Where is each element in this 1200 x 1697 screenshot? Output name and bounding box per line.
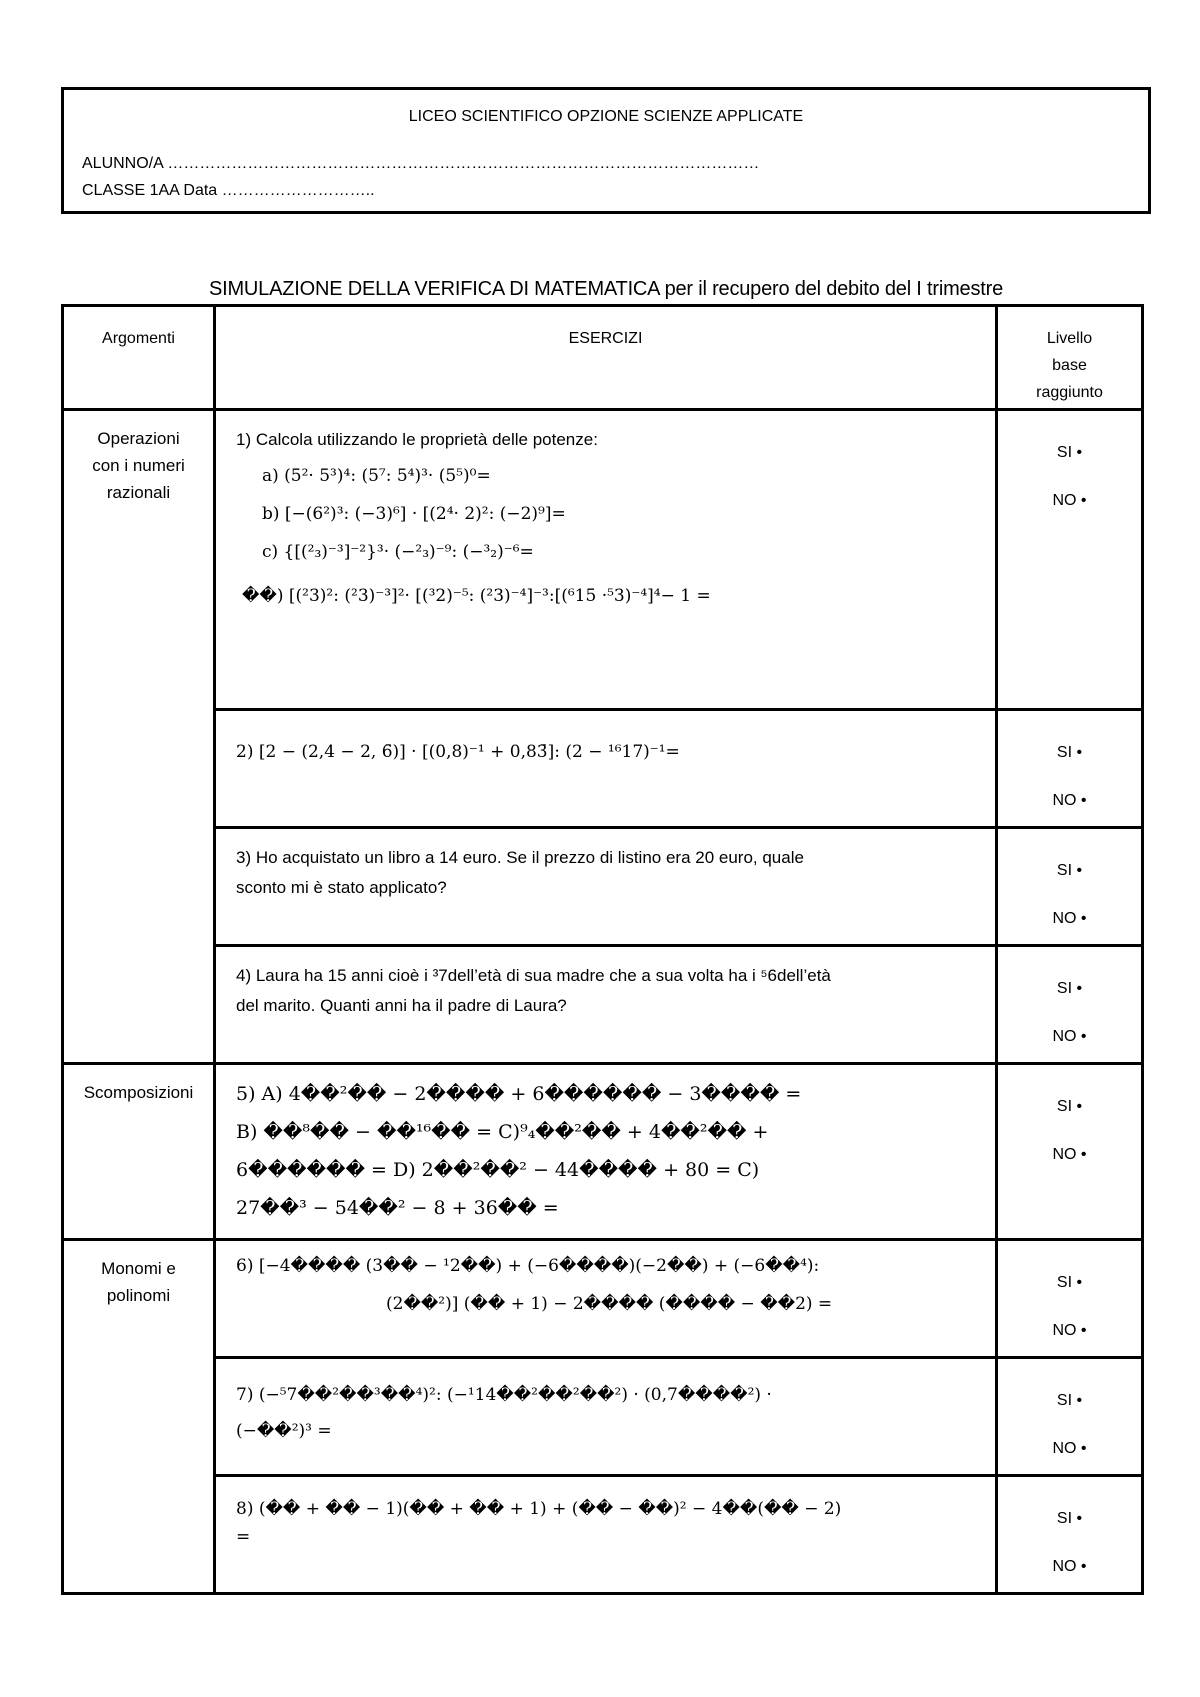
exercise-6-line-2: (2��²)] (�� + 1) − 2���� (���� − ��2) = (386, 1294, 833, 1314)
exercise-3 (215, 828, 997, 946)
column-header-exercises: ESERCIZI (215, 306, 997, 410)
exercise-8-line-2: = (236, 1527, 251, 1547)
yes-checkbox-label[interactable]: SI • (1056, 1510, 1083, 1527)
exercise-8 (215, 1476, 997, 1594)
exercise-8-line-1: 8) (�� + �� − 1)(�� + �� + 1) + (�� − ��)² − 4��(�� − 2) (236, 1499, 842, 1519)
level-cell (997, 1240, 1143, 1358)
yes-checkbox-label[interactable]: SI • (1056, 744, 1083, 761)
level-cell (997, 1064, 1143, 1240)
no-checkbox-label[interactable]: NO • (1052, 492, 1087, 509)
no-checkbox-label[interactable]: NO • (1052, 1440, 1087, 1457)
table-row (63, 946, 1143, 1064)
level-cell (997, 710, 1143, 828)
yes-checkbox-label[interactable]: SI • (1056, 862, 1083, 879)
header-box (61, 87, 1151, 214)
yes-checkbox-label[interactable]: SI • (1056, 1098, 1083, 1115)
exercise-1 (215, 410, 997, 710)
topic-label: Operazioni con i numeri razionali (92, 429, 185, 502)
level-cell (997, 946, 1143, 1064)
no-checkbox-label[interactable]: NO • (1052, 1558, 1087, 1575)
exercise-2 (215, 710, 997, 828)
exercise-5 (215, 1064, 997, 1240)
class-date-line: CLASSE 1AA Data ……………………….. (82, 182, 375, 199)
exercise-7-line-1: 7) (−⁵7��²��³��⁴)²: (−¹14��²��²��²) · (0,7����²) · (236, 1385, 772, 1405)
yes-checkbox-label[interactable]: SI • (1056, 444, 1083, 461)
exercise-7 (215, 1358, 997, 1476)
school-name: LICEO SCIENTIFICO OPZIONE SCIENZE APPLICATE (408, 108, 804, 125)
exercise-2-text: 2) [2 − (2,4 − 2, 6̄)] · [(0,8)⁻¹ + 0,83̄]: (2 − ¹⁶17)⁻¹= (236, 742, 680, 762)
topic-cell (63, 1240, 215, 1594)
level-cell (997, 410, 1143, 710)
column-header-topics: Argomenti (63, 306, 215, 410)
exercise-6-line-1: 6) [−4���� (3�� − ¹2��) + (−6����)(−2��) + (−6��⁴): (236, 1256, 820, 1276)
exercise-4 (215, 946, 997, 1064)
exercise-5-line-1: 5) A) 4��²�� − 2���� + 6������ − 3���� = (236, 1083, 802, 1105)
exercise-6 (215, 1240, 997, 1358)
topic-label: Monomi e polinomi (101, 1259, 176, 1305)
exercise-7-line-2: (−��²)³ = (236, 1421, 332, 1441)
yes-checkbox-label[interactable]: SI • (1056, 1392, 1083, 1409)
level-cell (997, 828, 1143, 946)
exercise-4-line-1: 4) Laura ha 15 anni cioè i ³7dell’età di sua madre che a sua volta ha i ⁵6dell’età (236, 966, 831, 985)
yes-checkbox-label[interactable]: SI • (1056, 980, 1083, 997)
level-cell (997, 1476, 1143, 1594)
exercise-1d: ��) [(²3)²: (²3)⁻³]²· [(³2)⁻⁵: (²3)⁻⁴]⁻³:[(⁶15 ·⁵3)⁻⁴]⁴− 1 = (242, 586, 711, 606)
topic-cell (63, 1064, 215, 1240)
level-header-label: Livello base raggiunto (1036, 330, 1103, 401)
table-row (63, 410, 1143, 710)
table-header-row (63, 306, 1143, 410)
table-row (63, 828, 1143, 946)
exercise-1c: c) {[(²₃)⁻³]⁻²}³· (−²₃)⁻⁹: (−³₂)⁻⁶= (262, 542, 534, 562)
level-cell (997, 1358, 1143, 1476)
exercise-4-line-2: del marito. Quanti anni ha il padre di Laura? (236, 996, 567, 1015)
no-checkbox-label[interactable]: NO • (1052, 792, 1087, 809)
column-header-level (997, 306, 1143, 410)
exercise-3-line-1: 3) Ho acquistato un libro a 14 euro. Se il prezzo di listino era 20 euro, quale (236, 848, 804, 867)
table-row (63, 710, 1143, 828)
exercise-5-line-4: 27��³ − 54��² − 8 + 36�� = (236, 1197, 559, 1219)
no-checkbox-label[interactable]: NO • (1052, 1146, 1087, 1163)
exercise-1-intro: 1) Calcola utilizzando le proprietà delle potenze: (236, 430, 598, 449)
exercise-5-line-2: B) ��⁸�� − ��¹⁶�� = C)⁹₄��²�� + 4��²�� + (236, 1121, 769, 1143)
exercise-1a: a) (5²· 5³)⁴: (5⁷: 5⁴)³· (5⁵)⁰= (262, 466, 491, 486)
topic-label: Scomposizioni (83, 1083, 194, 1102)
exercise-5-line-3: 6������ = D) 2��²��² − 44���� + 80 = C) (236, 1159, 760, 1181)
no-checkbox-label[interactable]: NO • (1052, 910, 1087, 927)
no-checkbox-label[interactable]: NO • (1052, 1322, 1087, 1339)
no-checkbox-label[interactable]: NO • (1052, 1028, 1087, 1045)
table-row (63, 1358, 1143, 1476)
exercise-3-line-2: sconto mi è stato applicato? (236, 878, 447, 897)
exercise-table (61, 304, 1144, 1595)
page-title: SIMULAZIONE DELLA VERIFICA DI MATEMATICA per il recupero del debito del I trimestre (208, 278, 1004, 300)
table-row (63, 1240, 1143, 1358)
yes-checkbox-label[interactable]: SI • (1056, 1274, 1083, 1291)
table-row (63, 1064, 1143, 1240)
topic-cell (63, 410, 215, 1064)
student-name-line: ALUNNO/A ………………………………………………………………………………………………… (82, 155, 760, 172)
table-row (63, 1476, 1143, 1594)
exercise-1b: b) [−(6²)³: (−3)⁶] · [(2⁴· 2)²: (−2)⁹]= (262, 504, 566, 524)
